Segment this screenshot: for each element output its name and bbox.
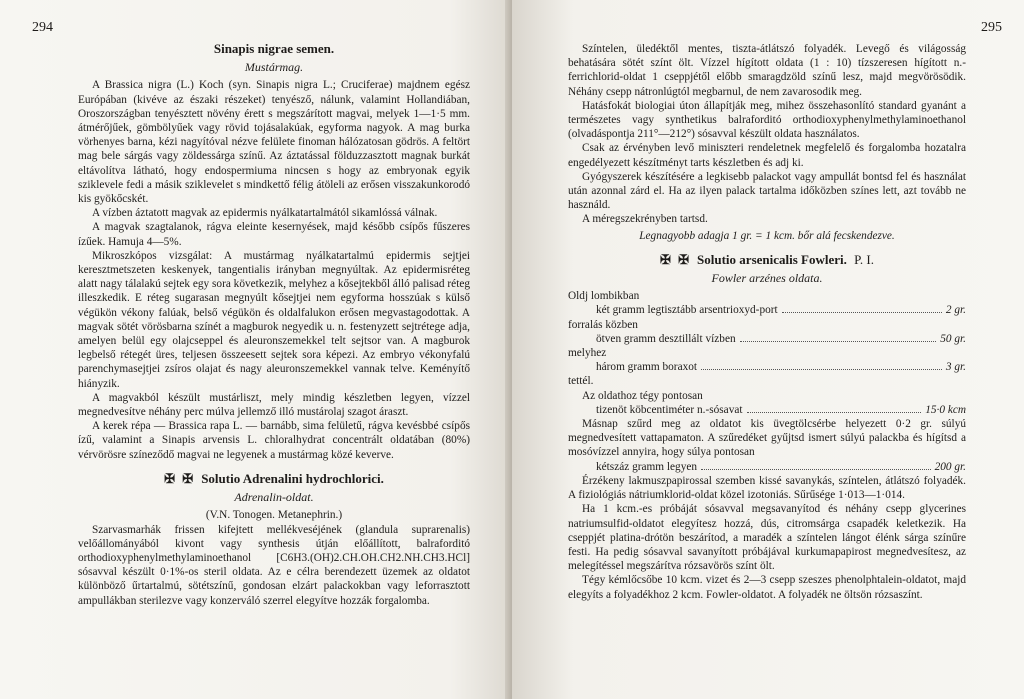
recipe-direction: Az oldathoz tégy pontosan: [582, 389, 703, 402]
recipe-direction: melyhez: [568, 347, 607, 360]
paragraph: Másnap szűrd meg az oldatot kis üvegtölcsérbe helyezett 0·2 gr. súlyú megnedvesített vattapamaton. A szűredéket gyűjtsd ismert súlyú palackba és hígítsd a mosóvízzel annyira, hogy súlya pontosan: [568, 418, 966, 459]
paragraph: Szarvasmarhák frissen kifejtett mellékveséjének (glandula suprarenalis) velőállományából kivont vagy synthesis útján előállított, balraforditó orthodioxyphenylmethylaminoethanol [C6H3.(OH)2.CH.OH.CH2.NH.CH3.HCl] sósavval készült 0·1%-os steril oldata. Az e célra berendezett üzemek az oldatot különböző űrtartalmú, sötétszínű, gondosan elzárt palackokban vagy leforrasztott ampullákban sterilezve vagy konzerváló szerrel elegyítve hozzák forgalomba.: [78, 523, 470, 607]
section-title-adrenalin: [78, 472, 470, 486]
monograph-subtitle: Mustármag.: [244, 60, 304, 75]
recipe-ingredient: [568, 460, 966, 474]
ingredient-text: kétszáz gramm legyen: [596, 460, 697, 473]
page-number-left: 294: [32, 20, 53, 35]
section-title-text: Solutio arsenicalis Fowleri.: [697, 251, 847, 267]
leader-dots: [740, 341, 937, 342]
leader-dots: [747, 412, 922, 413]
leader-dots: [782, 312, 942, 313]
recipe-direction: forralás közben: [568, 318, 638, 331]
paragraph: A Brassica nigra (L.) Koch (syn. Sinapis nigra L.; Cruciferae) majdnem egész Európában (kivéve az északi részeket) tenyésző, nálunk, valamint Hollandiában, Oroszországban tenyésztett növény érett s megszárított magvai, melyek 1—1·5 mm. átmérőjűek, gömbölyűek vagy rövid tojásalakúak, egyforma nagyok. A mag burka vörhenyes barna, kézi nagyítóval nézve felülete finoman hálózatosan gödrös. A feltört mag bele sárgás vagy zöldessárga színű. Az áztatással földuzzasztott magnak burkát eltávolítva látható, hogy endospermiuma nincsen s hogy az embryonak egyik sziklevele fedi a másik sziklevelet s mindkettő félig átöleli az erősen visszakunkorodó kis gyökőcskét.: [78, 79, 470, 206]
double-cross-icon: ✠ ✠: [659, 251, 692, 267]
paragraph: Ha 1 kcm.-es próbáját sósavval megsavanyítod és néhány csepp glycerines natriumsulfid-oldatot elegyítesz hozzá, dús, citromsárga csapadék keletkezik. Ha cseppjét platina-drótön beszárítod, a maradék a színtelen lángot élénk sárga színűre festi. Ha pedig sósavval savanyított próbájával kurkumapapirost megnedvesítesz, az melegítéssel megszárítva rózsavörös színt ölt.: [568, 503, 966, 573]
paragraph: Tégy kémlőcsőbe 10 kcm. vizet és 2—3 csepp szeszes phenolphtalein-oldatot, majd elegyíts a folyadékhoz 2 kcm. Fowler-oldatot. A folyadék ne öltsön rózsaszínt.: [568, 574, 966, 601]
monograph-title: Sinapis nigrae semen.: [213, 41, 335, 56]
ingredient-amount: 50 gr.: [940, 332, 966, 345]
recipe-direction: Oldj lombikban: [568, 290, 640, 303]
pharmacopoeia-mark: P. I.: [854, 251, 875, 267]
left-column: [78, 42, 470, 608]
ingredient-amount: 200 gr.: [934, 460, 966, 473]
paragraph: A magvak szagtalanok, rágva eleinte kesernyések, majd később csípős fűszeres ízűek. Hamuja 4—5%.: [78, 221, 470, 248]
double-cross-icon: ✠ ✠: [164, 470, 196, 486]
right-page: [512, 0, 1024, 699]
section-title-fowler: [568, 253, 966, 267]
ingredient-text: ötven gramm desztillált vízben: [596, 332, 736, 345]
recipe: [568, 289, 966, 474]
recipe-ingredient: [568, 403, 966, 417]
recipe-ingredient: [568, 303, 966, 317]
right-column: [568, 42, 966, 602]
synonyms: (V.N. Tonogen. Metanephrin.): [205, 509, 343, 522]
leader-dots: [701, 369, 942, 370]
paragraph: A magvakból készült mustárliszt, mely mindig készletben legyen, vízzel megnedvesítve néhány perc múlva jellemző illó mustárolaj szagot áraszt.: [78, 391, 470, 419]
paragraph: Gyógyszerek készítésére a legkisebb palackot vagy ampullát bontsd fel és használat után azonnal zárd el. Ha az ilyen palack tartalma időközben színes lett, azt tovább ne használd.: [568, 170, 966, 212]
recipe-ingredient: [568, 332, 966, 346]
section-title-text: Solutio Adrenalini hydrochlorici.: [201, 470, 384, 486]
ingredient-amount: 3 gr.: [945, 361, 966, 374]
page-number-right: 295: [981, 20, 1002, 35]
paragraph: Színtelen, üledéktől mentes, tiszta-átlátszó folyadék. Levegő és világosság behatására sötét színt ölt. Vízzel hígított oldata (1 : 10) tízszeresen hígított n.-ferrichlorid-oldat 1 cseppjétől előbb smaragdzöld színű lesz, majd megvörösödik. Néhány csepp nátronlúgtól megbarnul, de nem zavarosodik meg.: [568, 43, 966, 98]
paragraph: Érzékeny lakmuszpapirossal szemben kissé savanykás, színtelen, átlátszó folyadék. A fiziológiás nátriumklorid-oldat közel izotoniás. Sűrűsége 1·013—1·014.: [568, 474, 966, 502]
leader-dots: [701, 469, 931, 470]
paragraph: A vízben áztatott magvak az epidermis nyálkatartalmától sikamlóssá válnak.: [92, 207, 438, 220]
max-dose: Legnagyobb adagja 1 gr. = 1 kcm. bőr alá fecskendezve.: [639, 229, 895, 242]
ingredient-text: két gramm legtisztább arsentrioxyd-port: [596, 304, 778, 317]
section-subtitle: Fowler arzénes oldata.: [711, 271, 823, 286]
paragraph: Csak az érvényben levő miniszteri rendeletnek megfelelő és forgalomba hozatalra engedélyezett készítményt tarts készletben és adj ki.: [568, 142, 966, 169]
recipe-ingredient: [568, 360, 966, 374]
paragraph: Mikroszkópos vizsgálat: A mustármag nyálkatartalmú epidermis sejtjei keresztmetszeten keskenyek, tangentialis irányban megnyúltak. Az epidermisréteg alatt nagy tálalakú sejtek egy sora következik, melyhez a kősejtekből álló palisad réteg illeszkedik. E réteg sugarasan megnyúlt kősejtjei nem egyforma hosszúak s külső végükön vékony falúak, belső végükön és oldalfalukon erősen megvastagodottak. A magvak sötét vörösbarna színét a magburok negyedik u. n. festenyzett sejtrétege adja, amelyen belül egy olajcseppel és aleuronszemekkel telt sejtsor van. A magburok legbelső rétegét üres, teljesen összeesett sejtek sora képezi. Az embryo vékonyfalú parenchymasejtjei zsíros olajat és nagy aleuronszemekkel vannak telve. Keményítő hiányzik.: [78, 249, 470, 390]
paragraph: A kerek répa — Brassica rapa L. — barnább, sima felületű, rágva kevésbbé csípős ízű, valamint a Sinapis arvensis L. chloralhydrat concentrált oldatában (80%) vérvörösre színeződő magvai ne legyenek a mustármag közé keverve.: [78, 420, 470, 461]
paragraph: Hatásfokát biologiai úton állapítják meg, mihez összehasonlító standard gyanánt a természetes vagy synthetikus balraforditó orthodioxyphenylmethylaminoethanol (olvadáspontja 211°—212°) sósavval készült oldata használatos.: [568, 99, 966, 141]
recipe-direction: tettél.: [568, 375, 594, 388]
ingredient-text: tizenöt köbcentiméter n.-sósavat: [596, 403, 743, 416]
section-subtitle: Adrenalin-oldat.: [234, 490, 314, 505]
ingredient-amount: 2 gr.: [945, 304, 966, 317]
paragraph: A méregszekrényben tartsd.: [582, 213, 708, 226]
ingredient-text: három gramm boraxot: [596, 361, 698, 374]
ingredient-amount: 15·0 kcm: [925, 403, 966, 416]
